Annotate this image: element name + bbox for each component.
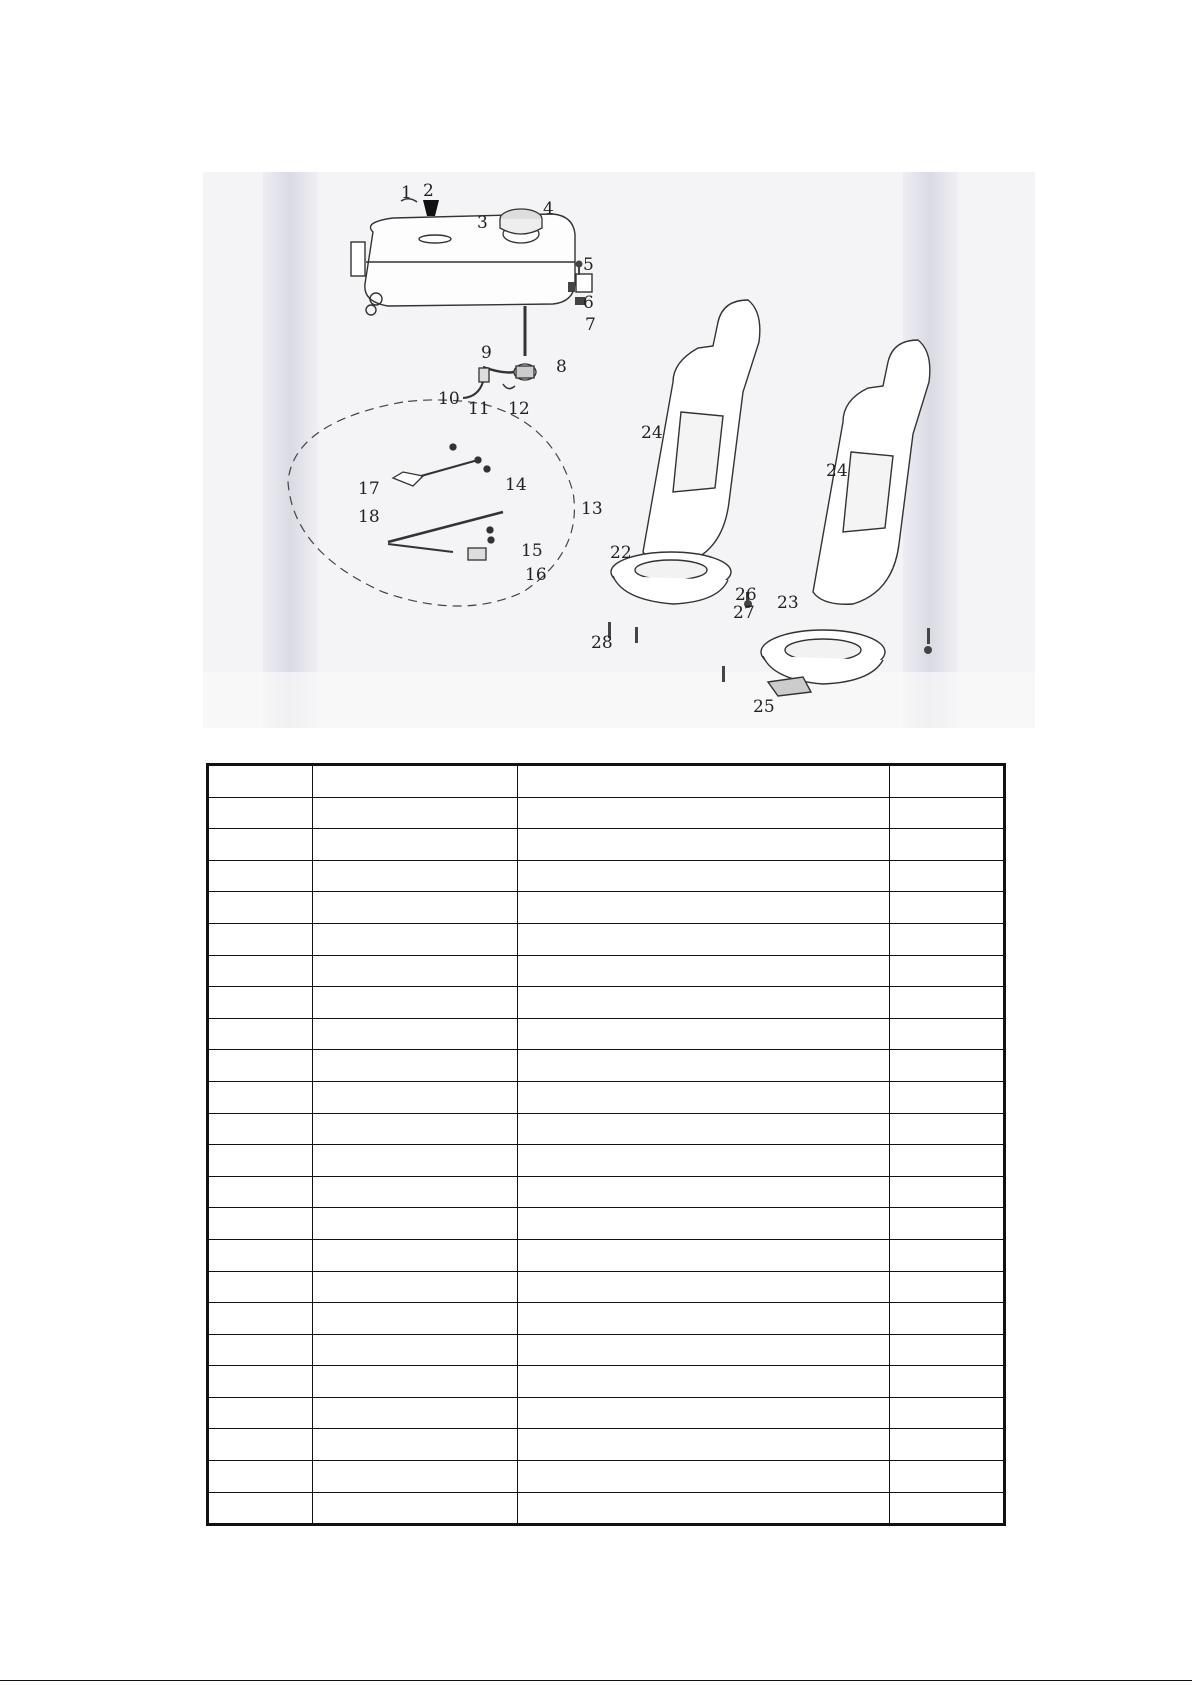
table-cell <box>313 1429 518 1461</box>
table-row <box>208 923 1005 955</box>
table-cell <box>518 1113 890 1145</box>
table-row <box>208 765 1005 798</box>
table-cell <box>208 1018 313 1050</box>
table-cell <box>518 923 890 955</box>
table-cell <box>518 1303 890 1335</box>
table-cell <box>890 1208 1005 1240</box>
diagram-canvas <box>203 172 1035 728</box>
table-cell <box>518 1366 890 1398</box>
table-cell <box>518 860 890 892</box>
table-cell <box>518 797 890 829</box>
table-row <box>208 860 1005 892</box>
table-cell <box>208 1492 313 1525</box>
table-cell <box>518 765 890 798</box>
table-cell <box>890 829 1005 861</box>
table-cell <box>208 1145 313 1177</box>
table-cell <box>208 1271 313 1303</box>
table-cell <box>208 860 313 892</box>
callout-8: 8 <box>556 357 567 377</box>
table-cell <box>208 1050 313 1082</box>
table-row <box>208 1334 1005 1366</box>
table-cell <box>208 1208 313 1240</box>
left-shade-band <box>263 172 318 728</box>
table-cell <box>890 987 1005 1019</box>
table-cell <box>518 1176 890 1208</box>
table-cell <box>518 1397 890 1429</box>
table-cell <box>890 955 1005 987</box>
table-cell <box>313 1492 518 1525</box>
table-cell <box>313 1018 518 1050</box>
parts-list-table <box>206 763 1006 1526</box>
table-cell <box>208 1081 313 1113</box>
table-row <box>208 955 1005 987</box>
table-cell <box>208 1366 313 1398</box>
table-cell <box>890 1303 1005 1335</box>
callout-23: 23 <box>777 593 799 613</box>
table-cell <box>890 892 1005 924</box>
table-cell <box>208 987 313 1019</box>
table-row <box>208 1461 1005 1493</box>
table-cell <box>313 1145 518 1177</box>
table-cell <box>208 1303 313 1335</box>
callout-10: 10 <box>438 389 460 409</box>
table-row <box>208 1081 1005 1113</box>
table-cell <box>313 1303 518 1335</box>
table-cell <box>313 1208 518 1240</box>
table-row <box>208 1208 1005 1240</box>
table-row <box>208 1176 1005 1208</box>
callout-6: 6 <box>583 293 594 313</box>
table-row <box>208 1239 1005 1271</box>
table-cell <box>313 1461 518 1493</box>
table-row <box>208 1303 1005 1335</box>
table-cell <box>890 1366 1005 1398</box>
table-cell <box>518 1271 890 1303</box>
table-row <box>208 1492 1005 1525</box>
table-cell <box>313 987 518 1019</box>
table-row <box>208 1113 1005 1145</box>
table-cell <box>208 955 313 987</box>
table-cell <box>313 1334 518 1366</box>
callout-25: 25 <box>753 697 775 717</box>
table-cell <box>518 829 890 861</box>
table-cell <box>518 1208 890 1240</box>
table-cell <box>518 1145 890 1177</box>
table-row <box>208 1271 1005 1303</box>
table-row <box>208 1018 1005 1050</box>
table-cell <box>208 797 313 829</box>
table-cell <box>208 1334 313 1366</box>
footer-rule <box>0 1680 1192 1681</box>
callout-15: 15 <box>521 541 543 561</box>
callout-3: 3 <box>477 213 488 233</box>
callout-13: 13 <box>581 499 603 519</box>
table-row <box>208 1366 1005 1398</box>
table-cell <box>890 1050 1005 1082</box>
table-cell <box>313 1271 518 1303</box>
callout-22: 22 <box>610 543 632 563</box>
callout-9: 9 <box>481 343 492 363</box>
callout-17: 17 <box>358 479 380 499</box>
table-cell <box>890 1176 1005 1208</box>
table-cell <box>890 1334 1005 1366</box>
table-cell <box>313 955 518 987</box>
table-row <box>208 892 1005 924</box>
table-cell <box>890 1492 1005 1525</box>
callout-24: 24 <box>641 423 663 443</box>
table-cell <box>208 1461 313 1493</box>
table-row <box>208 1145 1005 1177</box>
callout-2: 2 <box>423 181 434 201</box>
table-cell <box>208 829 313 861</box>
table-cell <box>518 1492 890 1525</box>
table-cell <box>518 1081 890 1113</box>
callout-14: 14 <box>505 475 527 495</box>
table-cell <box>208 1176 313 1208</box>
table-cell <box>518 1018 890 1050</box>
table-cell <box>313 765 518 798</box>
table-row <box>208 797 1005 829</box>
callout-12: 12 <box>508 399 530 419</box>
table-cell <box>208 1429 313 1461</box>
callout-4: 4 <box>543 199 554 219</box>
table-cell <box>890 797 1005 829</box>
table-cell <box>518 1239 890 1271</box>
table-row <box>208 829 1005 861</box>
table-cell <box>518 1050 890 1082</box>
table-cell <box>890 1145 1005 1177</box>
table-cell <box>890 1271 1005 1303</box>
table-cell <box>890 860 1005 892</box>
table-cell <box>518 1461 890 1493</box>
callout-26: 26 <box>735 585 757 605</box>
table-cell <box>518 1334 890 1366</box>
table-row <box>208 987 1005 1019</box>
callout-7: 7 <box>585 315 596 335</box>
table-cell <box>313 1176 518 1208</box>
fuel-cap-icon <box>500 209 542 243</box>
table-cell <box>208 1239 313 1271</box>
table-cell <box>313 1397 518 1429</box>
table-cell <box>208 923 313 955</box>
table-cell <box>313 923 518 955</box>
table-cell <box>890 1461 1005 1493</box>
callout-11: 11 <box>468 399 490 419</box>
table-cell <box>313 1113 518 1145</box>
table-cell <box>890 1397 1005 1429</box>
exploded-parts-diagram <box>203 172 1035 728</box>
parts-table-body <box>208 765 1005 1525</box>
callout-28: 28 <box>591 633 613 653</box>
table-cell <box>890 923 1005 955</box>
table-row <box>208 1397 1005 1429</box>
table-cell <box>208 765 313 798</box>
callout-24: 24 <box>826 461 848 481</box>
table-cell <box>313 1366 518 1398</box>
callout-5: 5 <box>583 255 594 275</box>
table-cell <box>518 1429 890 1461</box>
callout-18: 18 <box>358 507 380 527</box>
table-cell <box>518 987 890 1019</box>
table-cell <box>890 765 1005 798</box>
table-cell <box>313 797 518 829</box>
callout-16: 16 <box>525 565 547 585</box>
table-cell <box>890 1113 1005 1145</box>
table-cell <box>208 1113 313 1145</box>
callout-1: 1 <box>401 183 412 203</box>
table-row <box>208 1429 1005 1461</box>
table-cell <box>890 1081 1005 1113</box>
table-cell <box>208 892 313 924</box>
table-cell <box>313 860 518 892</box>
table-cell <box>518 955 890 987</box>
table-cell <box>313 892 518 924</box>
table-row <box>208 1050 1005 1082</box>
table-cell <box>313 1239 518 1271</box>
bottom-fade <box>203 672 1035 728</box>
table-cell <box>890 1239 1005 1271</box>
callout-27: 27 <box>733 603 755 623</box>
table-cell <box>313 1081 518 1113</box>
table-cell <box>518 892 890 924</box>
table-cell <box>313 829 518 861</box>
table-cell <box>890 1018 1005 1050</box>
table-cell <box>313 1050 518 1082</box>
table-cell <box>208 1397 313 1429</box>
table-cell <box>890 1429 1005 1461</box>
